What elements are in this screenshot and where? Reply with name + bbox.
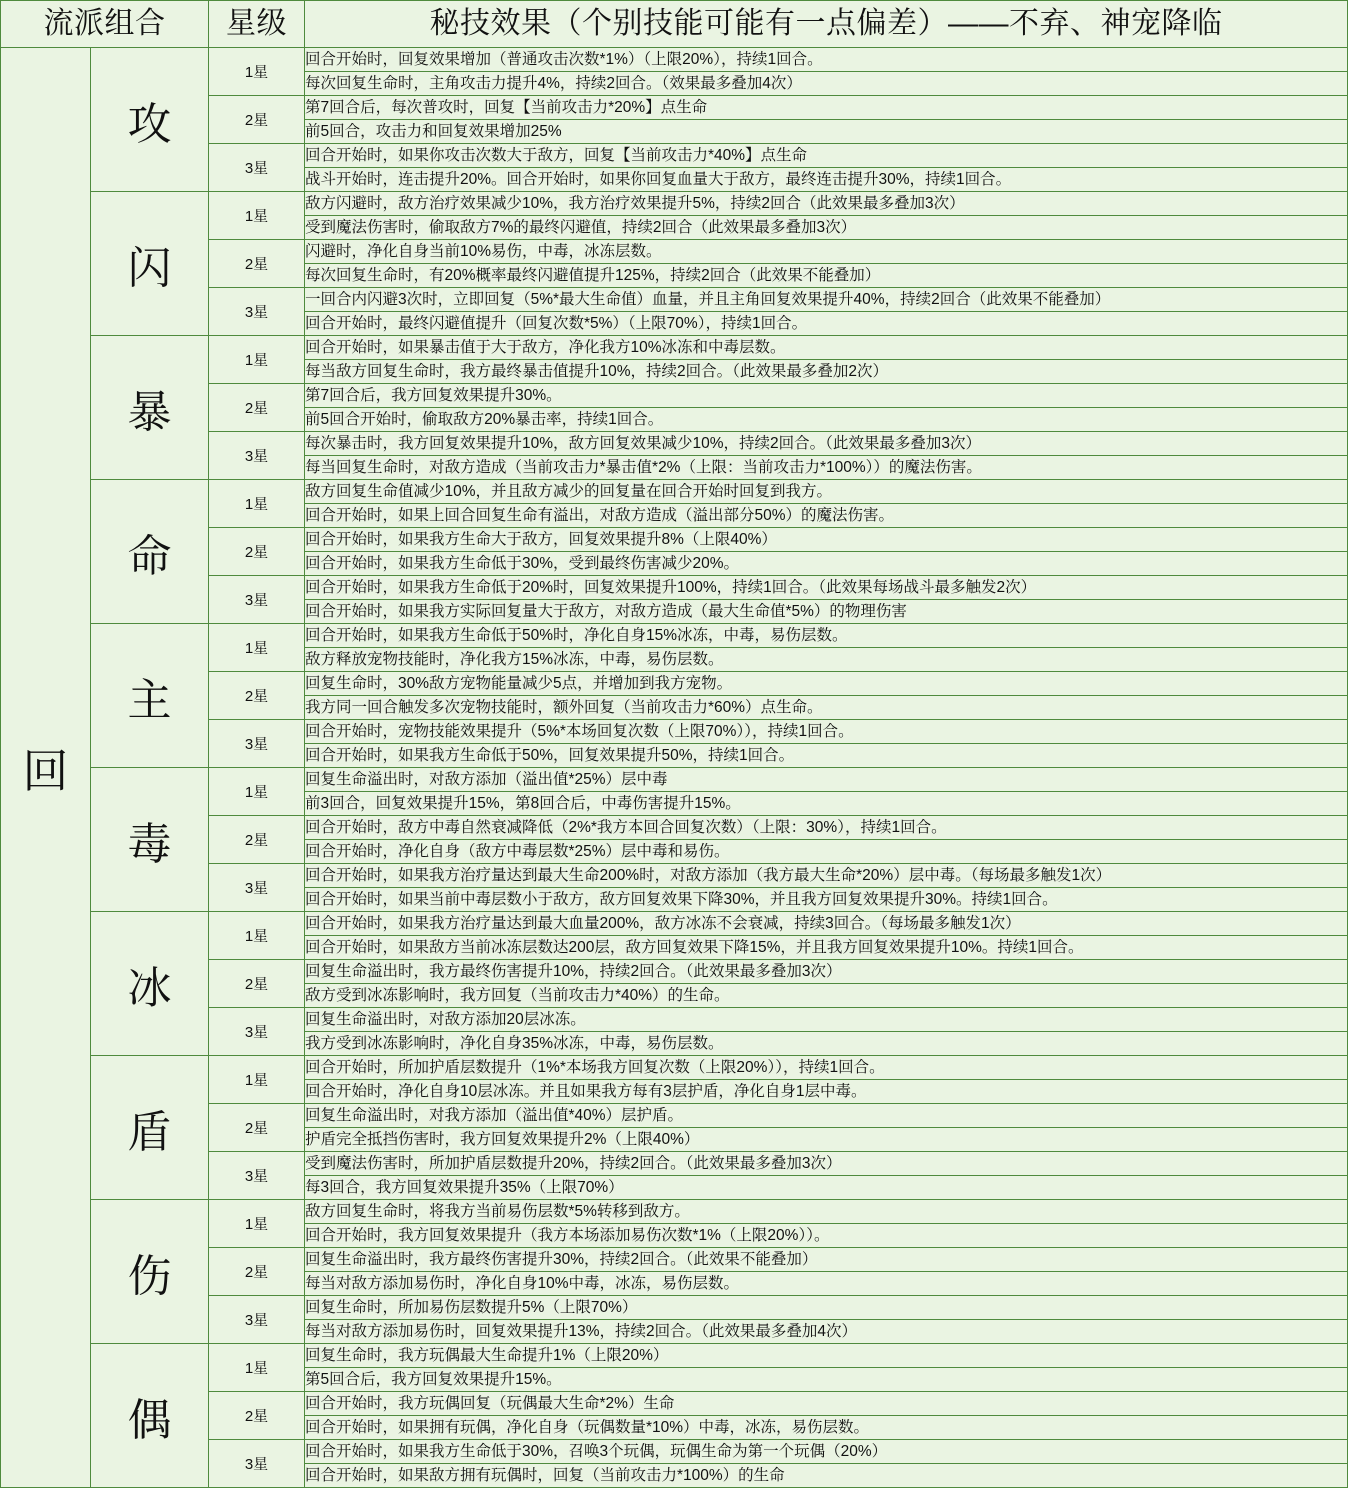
effect-text-cell: 第7回合后，每次普攻时，回复【当前攻击力*20%】点生命 xyxy=(305,96,1348,120)
effect-text-cell: 每当敌方回复生命时，我方最终暴击值提升10%，持续2回合。（此效果最多叠加2次） xyxy=(305,360,1348,384)
effect-text-cell: 回合开始时，如果敌方拥有玩偶时，回复（当前攻击力*100%）的生命 xyxy=(305,1464,1348,1488)
effect-text-cell: 回复生命溢出时，对敌方添加20层冰冻。 xyxy=(305,1008,1348,1032)
effect-text-cell: 我方受到冰冻影响时，净化自身35%冰冻，中毒，易伤层数。 xyxy=(305,1032,1348,1056)
table-row xyxy=(1,1200,1348,1224)
star-level-cell: 2星 xyxy=(209,672,305,720)
style-name-cell: 毒 xyxy=(91,768,209,912)
effect-text-cell: 回复生命溢出时，我方最终伤害提升10%，持续2回合。（此效果最多叠加3次） xyxy=(305,960,1348,984)
effect-text-cell: 前5回合，攻击力和回复效果增加25% xyxy=(305,120,1348,144)
star-level-cell: 3星 xyxy=(209,576,305,624)
table-row xyxy=(1,624,1348,648)
star-level-cell: 3星 xyxy=(209,1440,305,1488)
effect-text-cell: 敌方受到冰冻影响时，我方回复（当前攻击力*40%）的生命。 xyxy=(305,984,1348,1008)
effect-text-cell: 回合开始时，如果我方生命低于20%时，回复效果提升100%，持续1回合。（此效果每场战斗最多触发2次） xyxy=(305,576,1348,600)
effect-text-cell: 一回合内闪避3次时，立即回复（5%*最大生命值）血量，并且主角回复效果提升40%，持续2回合（此效果不能叠加） xyxy=(305,288,1348,312)
star-level-cell: 1星 xyxy=(209,912,305,960)
effect-text-cell: 回合开始时，如果我方生命低于30%，召唤3个玩偶，玩偶生命为第一个玩偶（20%） xyxy=(305,1440,1348,1464)
effect-text-cell: 回合开始时，如果我方治疗量达到最大生命200%时，对敌方添加（我方最大生命*20%）层中毒。（每场最多触发1次） xyxy=(305,864,1348,888)
effect-text-cell: 回复生命时，我方玩偶最大生命提升1%（上限20%） xyxy=(305,1344,1348,1368)
table-row xyxy=(1,192,1348,216)
star-level-cell: 2星 xyxy=(209,1392,305,1440)
effect-text-cell: 回合开始时，如果我方治疗量达到最大血量200%，敌方冰冻不会衰减，持续3回合。（每场最多触发1次） xyxy=(305,912,1348,936)
effect-text-cell: 回复生命溢出时，我方最终伤害提升30%，持续2回合。（此效果不能叠加） xyxy=(305,1248,1348,1272)
effect-text-cell: 每当对敌方添加易伤时，回复效果提升13%，持续2回合。（此效果最多叠加4次） xyxy=(305,1320,1348,1344)
star-level-cell: 2星 xyxy=(209,240,305,288)
effect-text-cell: 回复生命溢出时，对敌方添加（溢出值*25%）层中毒 xyxy=(305,768,1348,792)
effect-text-cell: 敌方回复生命时，将我方当前易伤层数*5%转移到敌方。 xyxy=(305,1200,1348,1224)
effect-text-cell: 回合开始时，如果暴击值于大于敌方，净化我方10%冰冻和中毒层数。 xyxy=(305,336,1348,360)
style-name-cell: 盾 xyxy=(91,1056,209,1200)
star-level-cell: 1星 xyxy=(209,768,305,816)
effect-text-cell: 回合开始时，宠物技能效果提升（5%*本场回复次数（上限70%）），持续1回合。 xyxy=(305,720,1348,744)
style-name-cell: 冰 xyxy=(91,912,209,1056)
effect-text-cell: 回合开始时，如果我方生命低于30%，受到最终伤害减少20%。 xyxy=(305,552,1348,576)
effect-text-cell: 回合开始时，敌方中毒自然衰减降低（2%*我方本回合回复次数）（上限：30%），持续1回合。 xyxy=(305,816,1348,840)
effect-text-cell: 回合开始时，净化自身（敌方中毒层数*25%）层中毒和易伤。 xyxy=(305,840,1348,864)
style-name-cell: 偶 xyxy=(91,1344,209,1488)
effect-text-cell: 回合开始时，如果拥有玩偶，净化自身（玩偶数量*10%）中毒，冰冻，易伤层数。 xyxy=(305,1416,1348,1440)
effect-text-cell: 战斗开始时，连击提升20%。回合开始时，如果你回复血量大于敌方，最终连击提升30%，持续1回合。 xyxy=(305,168,1348,192)
effect-text-cell: 回合开始时，我方回复效果提升（我方本场添加易伤次数*1%（上限20%））。 xyxy=(305,1224,1348,1248)
table-row xyxy=(1,480,1348,504)
star-level-cell: 3星 xyxy=(209,432,305,480)
effect-text-cell: 每当对敌方添加易伤时，净化自身10%中毒，冰冻，易伤层数。 xyxy=(305,1272,1348,1296)
table-row xyxy=(1,336,1348,360)
effect-text-cell: 回复生命时，30%敌方宠物能量减少5点，并增加到我方宠物。 xyxy=(305,672,1348,696)
style-name-cell: 闪 xyxy=(91,192,209,336)
effect-text-cell: 我方同一回合触发多次宠物技能时，额外回复（当前攻击力*60%）点生命。 xyxy=(305,696,1348,720)
style-name-cell: 暴 xyxy=(91,336,209,480)
star-level-cell: 3星 xyxy=(209,1296,305,1344)
table-row xyxy=(1,1344,1348,1368)
effect-text-cell: 每3回合，我方回复效果提升35%（上限70%） xyxy=(305,1176,1348,1200)
effect-text-cell: 回合开始时，如果上回合回复生命有溢出，对敌方造成（溢出部分50%）的魔法伤害。 xyxy=(305,504,1348,528)
effect-text-cell: 受到魔法伤害时，所加护盾层数提升20%，持续2回合。（此效果最多叠加3次） xyxy=(305,1152,1348,1176)
star-level-cell: 3星 xyxy=(209,720,305,768)
table-row xyxy=(1,768,1348,792)
effect-text-cell: 回合开始时，如果我方生命低于50%，回复效果提升50%，持续1回合。 xyxy=(305,744,1348,768)
effect-text-cell: 第7回合后，我方回复效果提升30%。 xyxy=(305,384,1348,408)
effect-text-cell: 回合开始时，所加护盾层数提升（1%*本场我方回复次数（上限20%）），持续1回合。 xyxy=(305,1056,1348,1080)
table-row xyxy=(1,1056,1348,1080)
effect-text-cell: 敌方闪避时，敌方治疗效果减少10%，我方治疗效果提升5%，持续2回合（此效果最多叠加3次） xyxy=(305,192,1348,216)
star-level-cell: 3星 xyxy=(209,144,305,192)
style-name-cell: 攻 xyxy=(91,48,209,192)
effect-text-cell: 回复生命溢出时，对我方添加（溢出值*40%）层护盾。 xyxy=(305,1104,1348,1128)
star-level-cell: 1星 xyxy=(209,480,305,528)
effect-text-cell: 护盾完全抵挡伤害时，我方回复效果提升2%（上限40%） xyxy=(305,1128,1348,1152)
effect-text-cell: 回合开始时，如果我方实际回复量大于敌方，对敌方造成（最大生命值*5%）的物理伤害 xyxy=(305,600,1348,624)
effect-text-cell: 每次回复生命时，主角攻击力提升4%，持续2回合。（效果最多叠加4次） xyxy=(305,72,1348,96)
header-style: 流派组合 xyxy=(1,1,209,48)
effect-text-cell: 闪避时，净化自身当前10%易伤，中毒，冰冻层数。 xyxy=(305,240,1348,264)
effect-text-cell: 回合开始时，回复效果增加（普通攻击次数*1%）（上限20%），持续1回合。 xyxy=(305,48,1348,72)
effect-text-cell: 前3回合，回复效果提升15%，第8回合后，中毒伤害提升15%。 xyxy=(305,792,1348,816)
star-level-cell: 1星 xyxy=(209,1056,305,1104)
effect-text-cell: 回合开始时，我方玩偶回复（玩偶最大生命*2%）生命 xyxy=(305,1392,1348,1416)
star-level-cell: 3星 xyxy=(209,288,305,336)
style-name-cell: 命 xyxy=(91,480,209,624)
star-level-cell: 1星 xyxy=(209,192,305,240)
effect-text-cell: 每当回复生命时，对敌方造成（当前攻击力*暴击值*2%（上限：当前攻击力*100%））的魔法伤害。 xyxy=(305,456,1348,480)
table-body xyxy=(1,48,1348,1488)
header-effect: 秘技效果（个别技能可能有一点偏差）——不弃、神宠降临 xyxy=(305,1,1348,48)
star-level-cell: 3星 xyxy=(209,864,305,912)
effect-text-cell: 回合开始时，如果敌方当前冰冻层数达200层，敌方回复效果下降15%，并且我方回复效果提升10%。持续1回合。 xyxy=(305,936,1348,960)
star-level-cell: 1星 xyxy=(209,624,305,672)
header-star: 星级 xyxy=(209,1,305,48)
style-name-cell: 主 xyxy=(91,624,209,768)
effect-text-cell: 第5回合后，我方回复效果提升15%。 xyxy=(305,1368,1348,1392)
star-level-cell: 2星 xyxy=(209,528,305,576)
effect-text-cell: 回合开始时，如果你攻击次数大于敌方，回复【当前攻击力*40%】点生命 xyxy=(305,144,1348,168)
star-level-cell: 1星 xyxy=(209,1344,305,1392)
effect-text-cell: 敌方回复生命值减少10%，并且敌方减少的回复量在回合开始时回复到我方。 xyxy=(305,480,1348,504)
effect-text-cell: 回合开始时，如果当前中毒层数小于敌方，敌方回复效果下降30%，并且我方回复效果提升30%。持续1回合。 xyxy=(305,888,1348,912)
star-level-cell: 2星 xyxy=(209,816,305,864)
effect-text-cell: 回复生命时，所加易伤层数提升5%（上限70%） xyxy=(305,1296,1348,1320)
effect-text-cell: 前5回合开始时，偷取敌方20%暴击率，持续1回合。 xyxy=(305,408,1348,432)
effect-text-cell: 回合开始时，如果我方生命低于50%时，净化自身15%冰冻，中毒，易伤层数。 xyxy=(305,624,1348,648)
style-name-cell: 伤 xyxy=(91,1200,209,1344)
star-level-cell: 1星 xyxy=(209,336,305,384)
star-level-cell: 3星 xyxy=(209,1152,305,1200)
star-level-cell: 2星 xyxy=(209,1104,305,1152)
effect-text-cell: 每次暴击时，我方回复效果提升10%，敌方回复效果减少10%，持续2回合。（此效果最多叠加3次） xyxy=(305,432,1348,456)
star-level-cell: 1星 xyxy=(209,48,305,96)
star-level-cell: 2星 xyxy=(209,1248,305,1296)
group-label-cell: 回 xyxy=(1,48,91,1488)
effect-text-cell: 敌方释放宠物技能时，净化我方15%冰冻，中毒，易伤层数。 xyxy=(305,648,1348,672)
star-level-cell: 3星 xyxy=(209,1008,305,1056)
effect-text-cell: 回合开始时，净化自身10层冰冻。并且如果我方每有3层护盾，净化自身1层中毒。 xyxy=(305,1080,1348,1104)
star-level-cell: 2星 xyxy=(209,960,305,1008)
effect-text-cell: 受到魔法伤害时，偷取敌方7%的最终闪避值，持续2回合（此效果最多叠加3次） xyxy=(305,216,1348,240)
effect-text-cell: 每次回复生命时，有20%概率最终闪避值提升125%，持续2回合（此效果不能叠加） xyxy=(305,264,1348,288)
star-level-cell: 2星 xyxy=(209,96,305,144)
star-level-cell: 1星 xyxy=(209,1200,305,1248)
table-header xyxy=(1,1,1348,48)
star-level-cell: 2星 xyxy=(209,384,305,432)
table-row xyxy=(1,48,1348,72)
effect-text-cell: 回合开始时，如果我方生命大于敌方，回复效果提升8%（上限40%） xyxy=(305,528,1348,552)
effect-text-cell: 回合开始时，最终闪避值提升（回复次数*5%）（上限70%），持续1回合。 xyxy=(305,312,1348,336)
table-row xyxy=(1,912,1348,936)
